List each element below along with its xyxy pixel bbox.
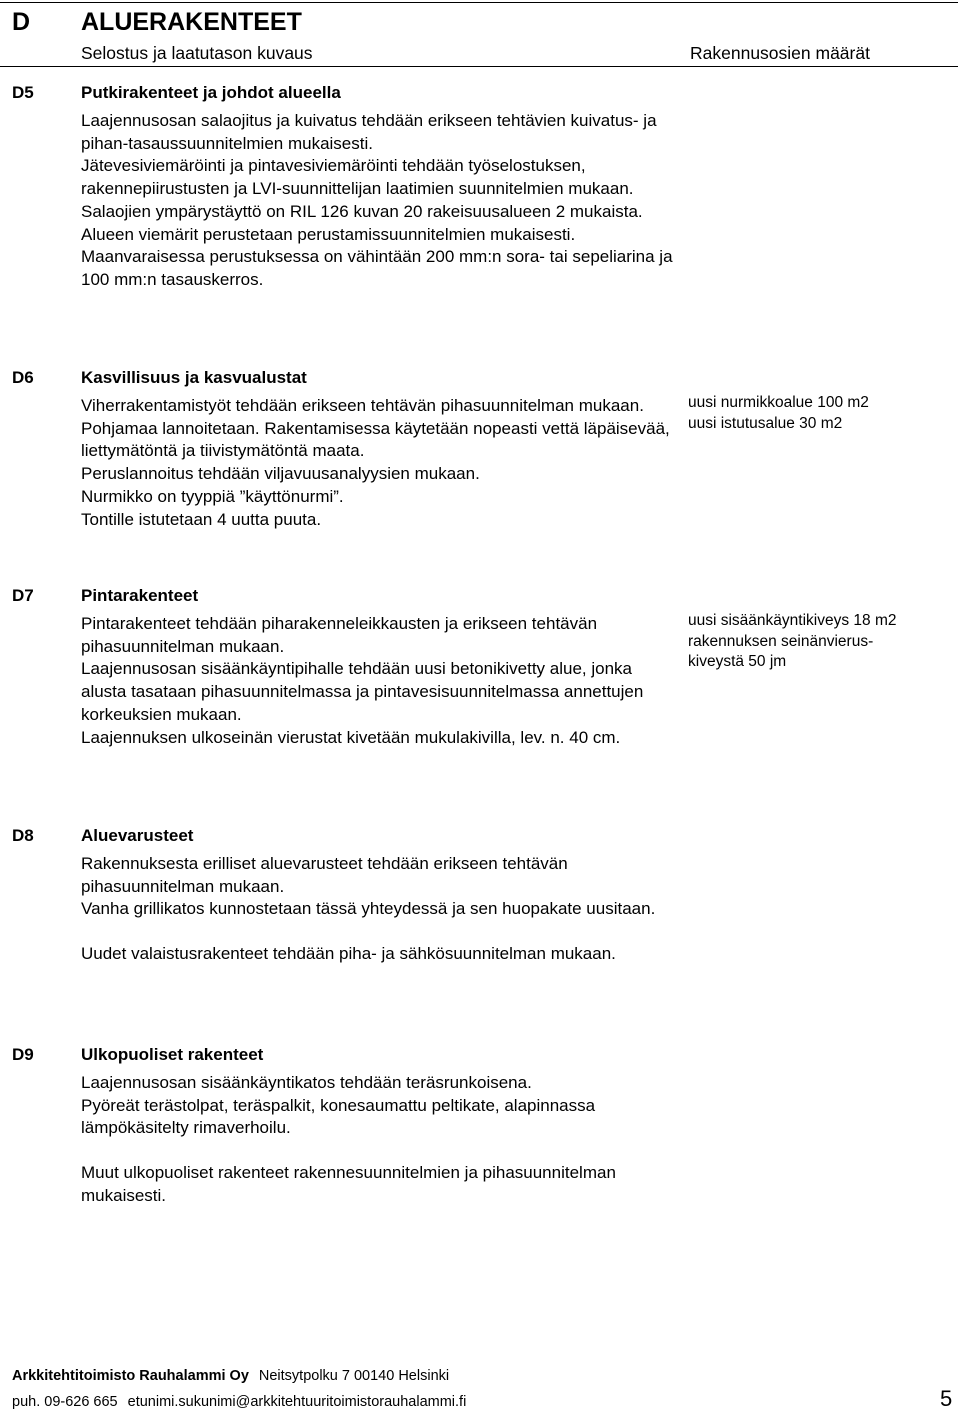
quantities-column-heading: Rakennusosien määrät <box>690 43 870 63</box>
section-code-d8: D8 <box>12 826 34 845</box>
footer-contact-line <box>12 1394 476 1410</box>
paragraph: Viherrakentamistyöt tehdään erikseen tehtävän pihasuunnitelman mukaan. <box>81 396 644 415</box>
section-title: Kasvillisuus ja kasvualustat <box>81 368 307 387</box>
quantity-item: kiveystä 50 jm <box>688 653 787 670</box>
paragraph: Salaojien ympärystäyttö on RIL 126 kuvan 20 rakeisuusalueen 2 mukaista. <box>81 201 643 221</box>
paragraph: Pintarakenteet tehdään piharakenneleikkausten ja erikseen tehtävän pihasuunnitelman mukaan. <box>81 614 598 656</box>
page-subtitle: Selostus ja laatutason kuvaus <box>81 43 313 63</box>
quantity-item: rakennuksen seinänvierus- <box>688 632 874 650</box>
section-body-d9 <box>81 1044 681 1208</box>
header-code: D <box>12 8 31 36</box>
section-code-d9: D9 <box>12 1045 34 1064</box>
paragraph: Laajennusosan sisäänkäyntikatos tehdään teräsrunkoisena. <box>81 1073 532 1092</box>
section-title: Putkirakenteet ja johdot alueella <box>81 83 341 102</box>
header-rule <box>0 66 958 67</box>
quantity-item: uusi sisäänkäyntikiveys 18 m2 <box>688 612 897 629</box>
paragraph: Laajennusosan sisäänkäyntipihalle tehdään uusi betonikivetty alue, jonka alusta tasataan pihasuunnitelmassa ja pintavesisuunnitelmassa annettujen korkeuksien mukaan. <box>81 659 644 724</box>
paragraph: Pohjamaa lannoitetaan. Rakentamisessa käytetään nopeasti vettä läpäisevää, liettymätöntä ja tiivistymätöntä maata. <box>81 418 670 461</box>
section-body-d7 <box>81 585 681 749</box>
section-body-d6 <box>81 367 681 531</box>
section-code-d5: D5 <box>12 83 34 102</box>
company-name: Arkkitehtitoimisto Rauhalammi Oy <box>12 1368 249 1384</box>
footer-company-line <box>12 1368 449 1384</box>
paragraph: Pyöreät terästolpat, teräspalkit, konesaumattu peltikate, alapinnassa lämpökäsitelty rimaverhoilu. <box>81 1095 596 1138</box>
paragraph: Nurmikko on tyyppiä ”käyttönurmi”. <box>81 486 344 506</box>
phone-number: puh. 09-626 665 <box>12 1394 118 1410</box>
section-title: Ulkopuoliset rakenteet <box>81 1045 264 1064</box>
paragraph: Muut ulkopuoliset rakenteet rakennesuunnitelmien ja pihasuunnitelman mukaisesti. <box>81 1163 616 1205</box>
company-address: Neitsytpolku 7 00140 Helsinki <box>258 1368 450 1384</box>
section-code-d6: D6 <box>12 368 34 387</box>
quantity-item: uusi nurmikkoalue 100 m2 <box>688 394 869 411</box>
section-body-d5 <box>81 82 681 292</box>
paragraph: Peruslannoitus tehdään viljavuusanalyysien mukaan. <box>81 464 480 484</box>
paragraph: Tontille istutetaan 4 uutta puuta. <box>81 509 322 529</box>
paragraph: Rakennuksesta erilliset aluevarusteet tehdään erikseen tehtävän pihasuunnitelman mukaan. <box>81 854 568 896</box>
section-code-d7: D7 <box>12 586 34 605</box>
paragraph: Vanha grillikatos kunnostetaan tässä yhteydessä ja sen huopakate uusitaan. <box>81 899 656 919</box>
paragraph: Alueen viemärit perustetaan perustamissuunnitelmien mukaisesti. <box>81 224 576 244</box>
paragraph: Laajennusosan salaojitus ja kuivatus tehdään erikseen tehtävien kuivatus- ja pihan-tasaussuunnitelmien mukaisesti. <box>81 111 657 153</box>
page-number: 5 <box>940 1386 953 1411</box>
section-title: Aluevarusteet <box>81 826 194 845</box>
quantities-d6 <box>688 393 938 434</box>
paragraph: Laajennuksen ulkoseinän vierustat kivetään mukulakivilla, lev. n. 40 cm. <box>81 727 621 747</box>
quantity-item: uusi istutusalue 30 m2 <box>688 414 843 432</box>
section-title: Pintarakenteet <box>81 586 199 605</box>
paragraph: Maanvaraisessa perustuksessa on vähintään 200 mm:n sora- tai sepeliarina ja 100 mm:n tasauskerros. <box>81 247 673 289</box>
section-body-d8 <box>81 825 681 966</box>
page-title: ALUERAKENTEET <box>81 8 302 36</box>
quantities-d7 <box>688 611 938 673</box>
paragraph: Jätevesiviemäröinti ja pintavesiviemäröinti tehdään työselostuksen, rakennepiirustusten ja LVI-suunnittelijan laatimien suunnitelmien mukaan. <box>81 156 634 199</box>
paragraph: Uudet valaistusrakenteet tehdään piha- ja sähkösuunnitelman mukaan. <box>81 944 616 964</box>
top-rule <box>0 2 958 3</box>
email-address: etunimi.sukunimi@arkkitehtuuritoimistorauhalammi.fi <box>127 1394 467 1410</box>
